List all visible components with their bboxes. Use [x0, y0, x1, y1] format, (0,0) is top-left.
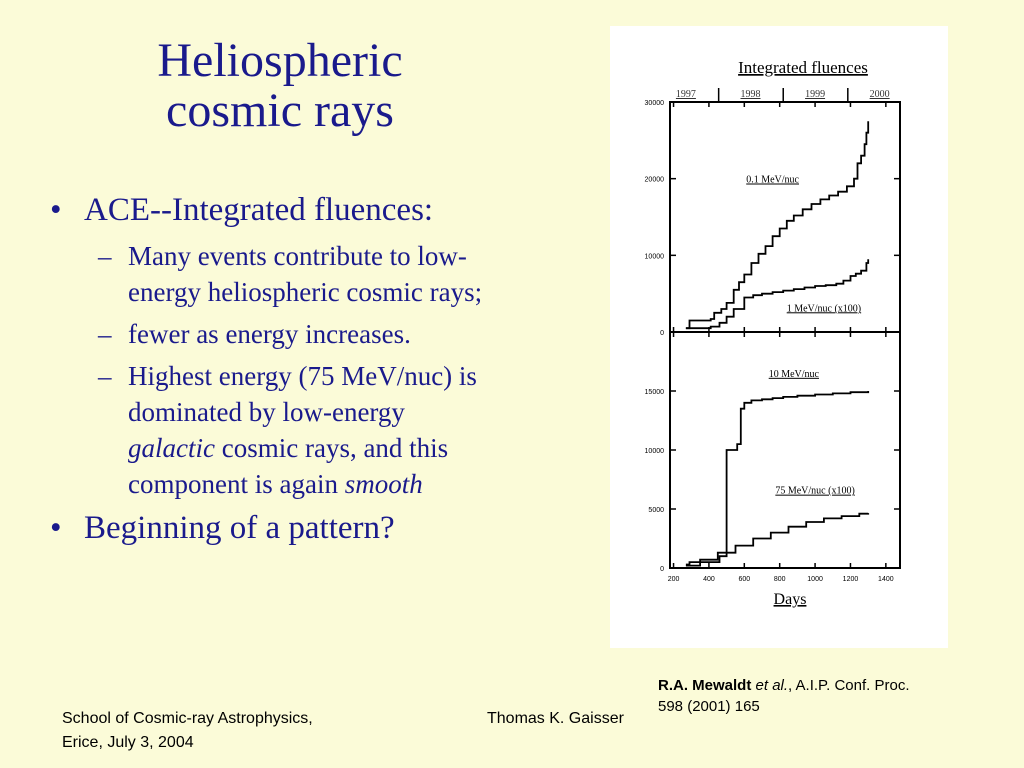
- series-label: 1 MeV/nuc (x100): [786, 303, 862, 315]
- y-tick-label: 0: [660, 330, 664, 337]
- bullet-item: [46, 190, 606, 230]
- sub-bullet-item: [46, 316, 606, 352]
- x-tick-label: 600: [738, 576, 751, 583]
- series-line: [686, 121, 868, 328]
- year-label: 1998: [740, 89, 761, 100]
- y-tick-label: 10000: [644, 448, 664, 455]
- sub-bullet-text-3b: dominated by low-energy: [128, 397, 405, 427]
- y-tick-label: 0: [660, 566, 664, 573]
- series-line: [686, 259, 868, 328]
- bullet-icon: •: [50, 192, 62, 228]
- x-tick-label: 400: [703, 576, 715, 583]
- x-axis-label: Days: [773, 591, 807, 608]
- chart-title: Integrated fluences: [738, 58, 868, 77]
- dash-icon: –: [98, 319, 112, 349]
- series-label: 75 MeV/nuc (x100): [775, 485, 855, 497]
- title-line-1: Heliospheric: [157, 34, 403, 87]
- sub-bullet-text-3c: cosmic rays, and this: [214, 433, 449, 463]
- x-tick-label: 1400: [878, 576, 894, 583]
- x-tick-label: 800: [773, 576, 786, 583]
- series-line: [686, 391, 868, 565]
- sub-bullet-item: [46, 238, 606, 310]
- year-label: 1997: [675, 89, 696, 100]
- bullet-icon: •: [50, 510, 62, 546]
- y-tick-label: 5000: [648, 507, 664, 514]
- citation-source: , A.I.P. Conf. Proc.: [788, 677, 910, 694]
- bullet-text: ACE--Integrated fluences:: [84, 192, 434, 228]
- citation: [658, 675, 998, 717]
- citation-etal: et al.: [751, 677, 789, 694]
- dash-icon: –: [98, 241, 112, 271]
- citation-volume: 598 (2001) 165: [658, 698, 760, 715]
- series-label: 0.1 MeV/nuc: [746, 174, 800, 186]
- citation-author: R.A. Mewaldt: [658, 677, 752, 694]
- title-line-2: cosmic rays: [166, 84, 394, 137]
- y-tick-label: 20000: [644, 176, 664, 184]
- bullet-list: [46, 190, 606, 556]
- sub-bullet-item: [46, 358, 606, 502]
- sub-bullet-text-2: fewer as energy increases.: [128, 319, 411, 349]
- series-line: [686, 513, 868, 566]
- emphasis-galactic: galactic: [128, 433, 215, 463]
- slide-title: [60, 36, 500, 136]
- footer-event: [62, 707, 313, 755]
- footer-event-line-2: Erice, July 3, 2004: [62, 734, 194, 751]
- footer-author: Thomas K. Gaisser: [487, 710, 624, 727]
- chart-svg: [610, 26, 948, 648]
- sub-bullet-text-1a: Many events contribute to low-: [128, 241, 467, 271]
- emphasis-smooth: smooth: [344, 469, 423, 499]
- series-label: 10 MeV/nuc: [768, 368, 819, 380]
- x-tick-label: 1200: [842, 576, 859, 583]
- year-label: 1999: [805, 89, 826, 100]
- sub-bullet-text-1b: energy heliospheric cosmic rays;: [128, 277, 483, 307]
- year-label: 2000: [869, 89, 890, 100]
- x-tick-label: 200: [667, 576, 680, 583]
- sub-bullet-text-3d: component is again: [128, 469, 345, 499]
- bullet-item: [46, 508, 606, 548]
- dash-icon: –: [98, 361, 112, 391]
- y-tick-label: 30000: [644, 100, 664, 107]
- sub-bullet-text-3a: Highest energy (75 MeV/nuc) is: [128, 361, 477, 391]
- y-tick-label: 10000: [644, 253, 664, 261]
- fluence-chart: [610, 26, 948, 648]
- bullet-text: Beginning of a pattern?: [84, 510, 395, 546]
- y-tick-label: 15000: [644, 389, 664, 396]
- x-tick-label: 1000: [807, 576, 823, 583]
- footer-event-line-1: School of Cosmic-ray Astrophysics,: [62, 710, 313, 727]
